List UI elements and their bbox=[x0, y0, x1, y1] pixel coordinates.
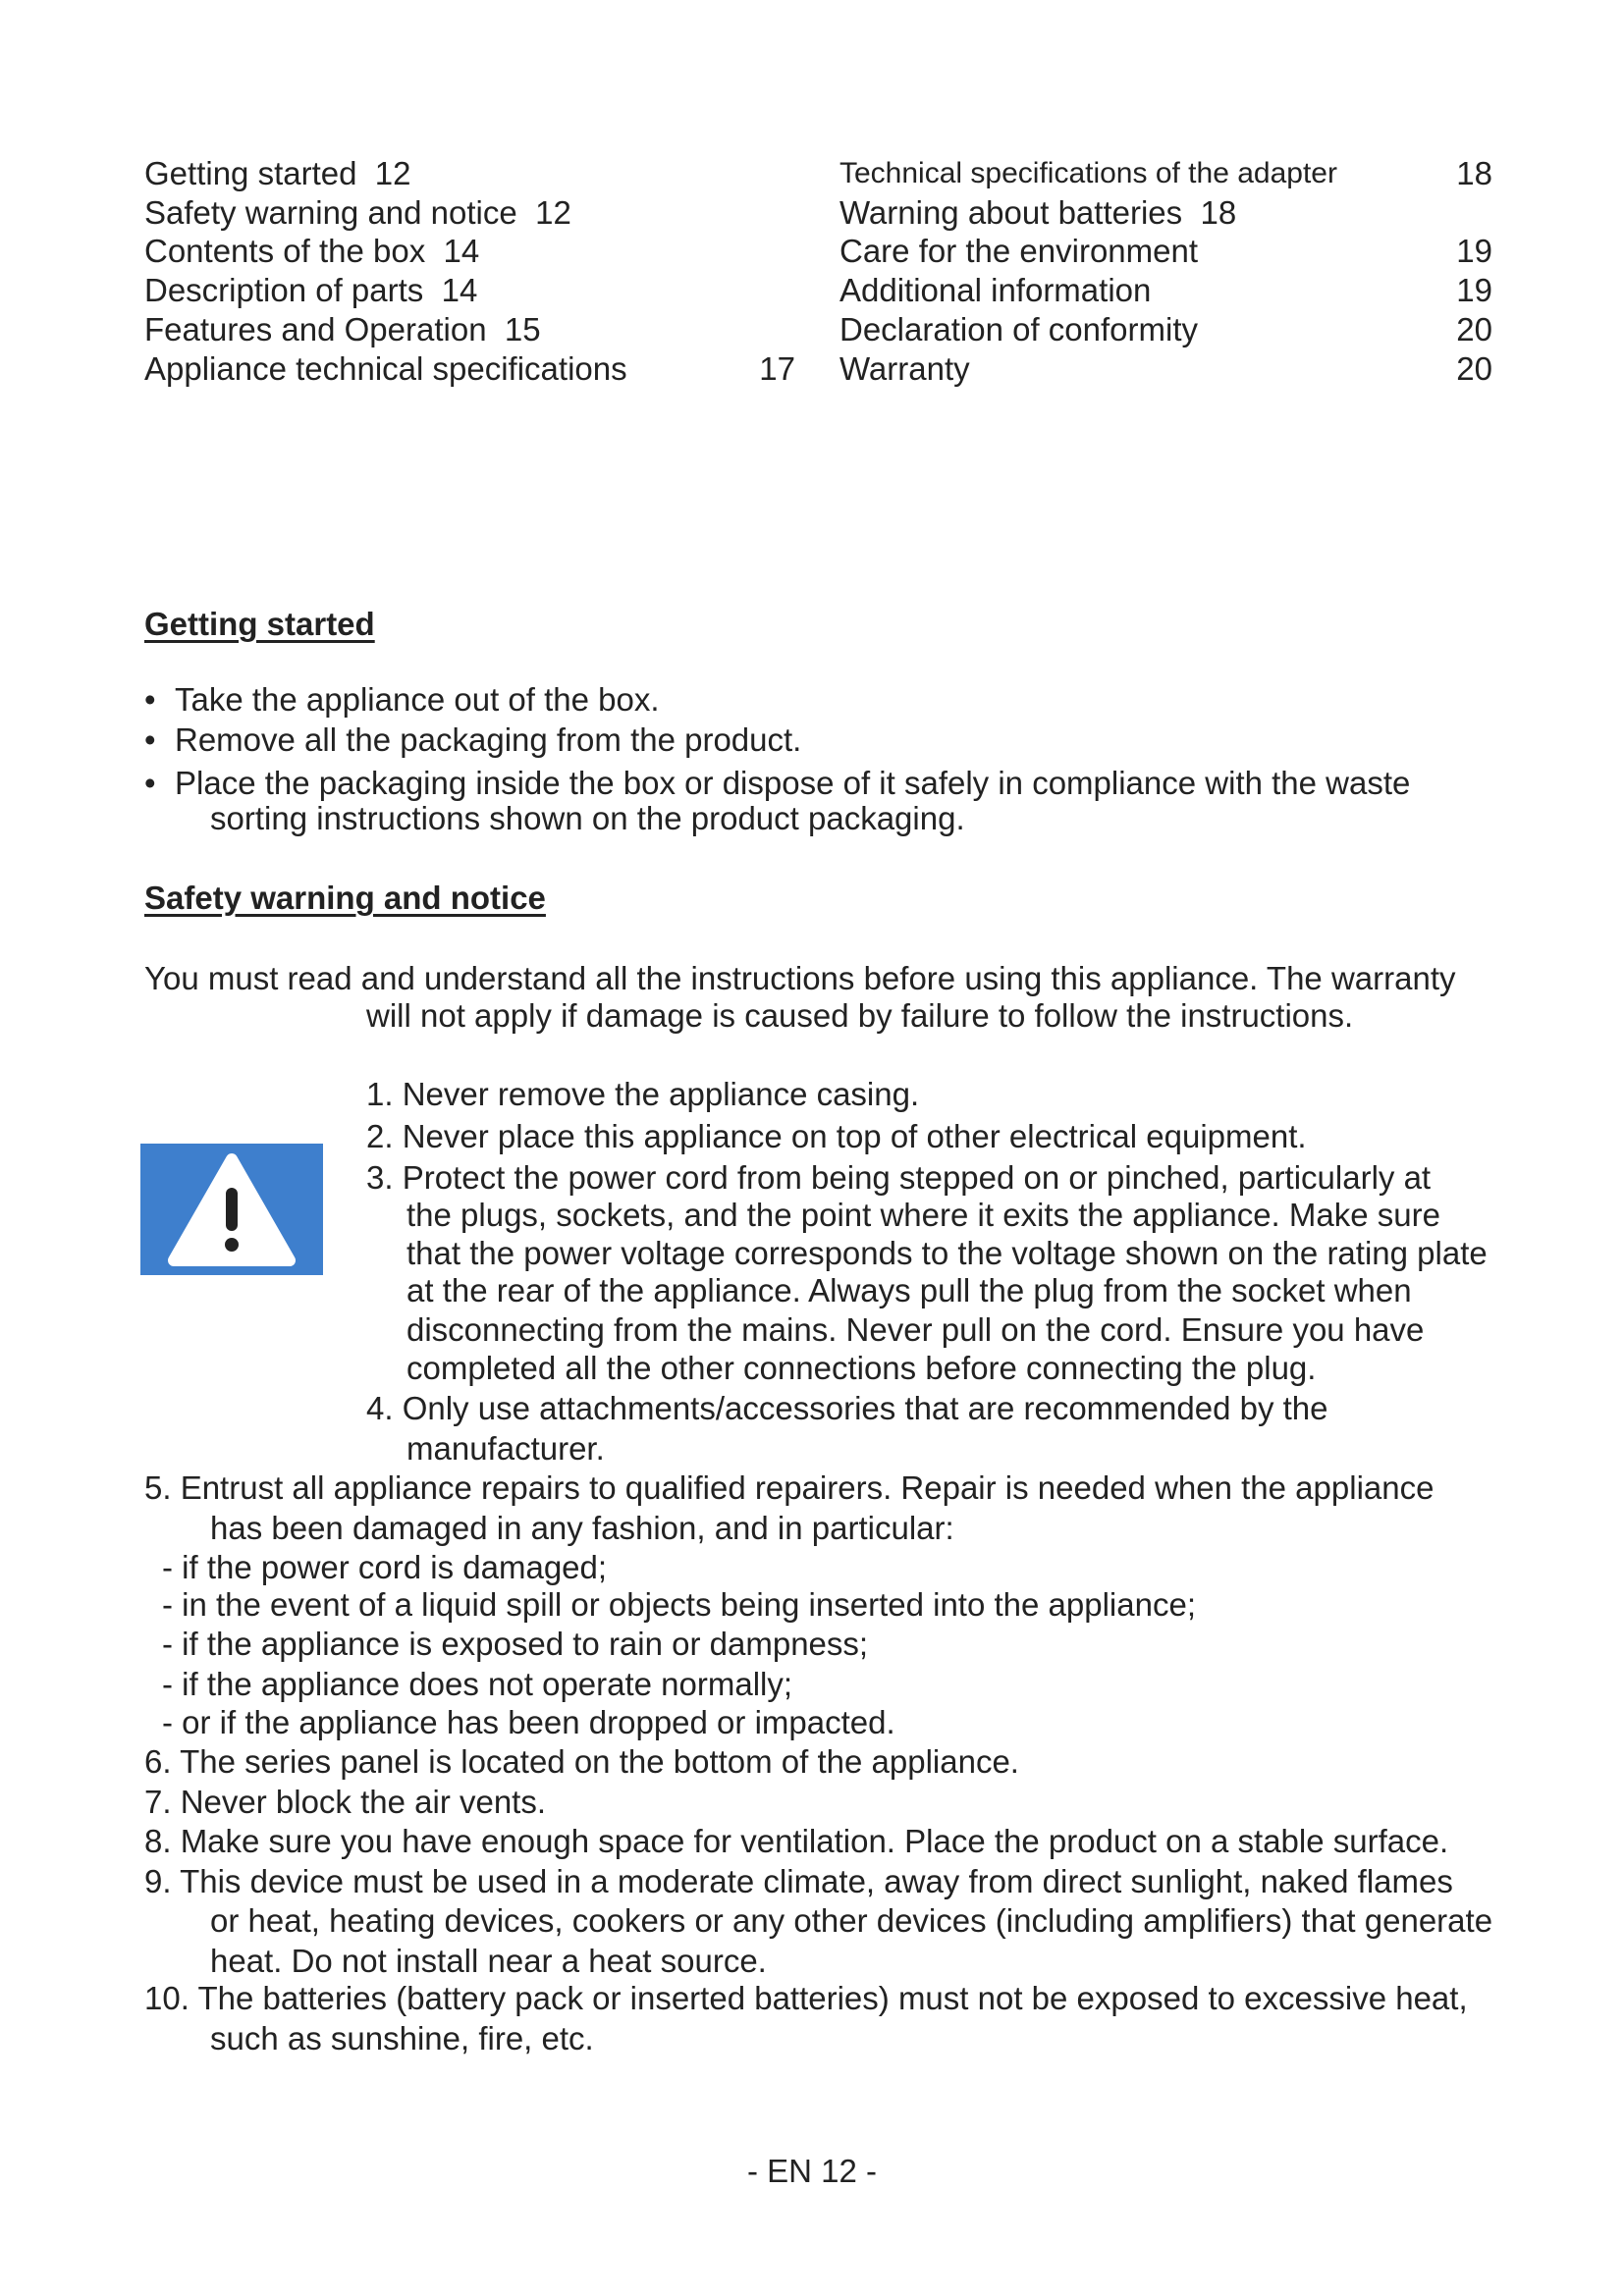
toc-entry: Contents of the box 14 bbox=[144, 233, 480, 269]
list-item: 4. Only use attachments/accessories that are recommended by the bbox=[366, 1390, 1328, 1426]
bullet-icon: • bbox=[144, 765, 156, 801]
toc-entry-page: 17 bbox=[759, 350, 795, 387]
toc-entry-title: Care for the environment bbox=[839, 233, 1199, 269]
list-item-continuation: sorting instructions shown on the product packaging. bbox=[210, 800, 965, 836]
sub-item: - in the event of a liquid spill or objects being inserted into the appliance; bbox=[162, 1586, 1196, 1623]
list-item: 1. Never remove the appliance casing. bbox=[366, 1076, 920, 1112]
list-item-continuation: such as sunshine, fire, etc. bbox=[210, 2020, 594, 2056]
intro-paragraph: will not apply if damage is caused by failure to follow the instructions. bbox=[366, 997, 1354, 1034]
list-item: 9. This device must be used in a moderate climate, away from direct sunlight, naked flames bbox=[144, 1863, 1453, 1899]
list-item-continuation: manufacturer. bbox=[406, 1430, 605, 1467]
list-item: 10. The batteries (battery pack or inserted batteries) must not be exposed to excessive heat, bbox=[144, 1980, 1468, 2016]
toc-entry-page: 18 bbox=[1456, 155, 1492, 191]
list-item: Take the appliance out of the box. bbox=[175, 681, 660, 718]
list-item-continuation: or heat, heating devices, cookers or any other devices (including amplifiers) that generate bbox=[210, 1902, 1493, 1939]
toc-entry-title: Technical specifications of the adapter bbox=[839, 157, 1337, 189]
list-item-continuation: that the power voltage corresponds to the voltage shown on the rating plate bbox=[406, 1235, 1488, 1271]
list-item-continuation: disconnecting from the mains. Never pull on the cord. Ensure you have bbox=[406, 1311, 1425, 1348]
sub-item: - or if the appliance has been dropped or impacted. bbox=[162, 1704, 895, 1740]
toc-entry: Warning about batteries 18 bbox=[839, 194, 1237, 231]
toc-entry-page: 20 bbox=[1456, 311, 1492, 347]
toc-entry: Features and Operation 15 bbox=[144, 311, 541, 347]
warning-triangle-icon bbox=[140, 1144, 323, 1275]
toc-entry: Getting started 12 bbox=[144, 155, 411, 191]
list-item: 3. Protect the power cord from being stepped on or pinched, particularly at bbox=[366, 1159, 1432, 1196]
toc-entry-page: 20 bbox=[1456, 350, 1492, 387]
toc-entry-title: Declaration of conformity bbox=[839, 311, 1198, 347]
section-heading-safety: Safety warning and notice bbox=[144, 880, 546, 916]
bullet-icon: • bbox=[144, 681, 156, 718]
list-item: 6. The series panel is located on the bottom of the appliance. bbox=[144, 1743, 1019, 1780]
sub-item: - if the appliance does not operate normally; bbox=[162, 1666, 793, 1702]
list-item: 7. Never block the air vents. bbox=[144, 1784, 547, 1820]
list-item-continuation: heat. Do not install near a heat source. bbox=[210, 1943, 767, 1979]
toc-entry: Safety warning and notice 12 bbox=[144, 194, 571, 231]
toc-entry-title: Warranty bbox=[839, 350, 970, 387]
list-item: Remove all the packaging from the product. bbox=[175, 721, 802, 758]
list-item: 2. Never place this appliance on top of other electrical equipment. bbox=[366, 1118, 1307, 1154]
section-heading-getting-started: Getting started bbox=[144, 606, 375, 642]
sub-item: - if the power cord is damaged; bbox=[162, 1549, 608, 1585]
toc-entry-title: Additional information bbox=[839, 272, 1152, 308]
toc-entry-page: 19 bbox=[1456, 272, 1492, 308]
bullet-icon: • bbox=[144, 721, 156, 758]
list-item-continuation: at the rear of the appliance. Always pull the plug from the socket when bbox=[406, 1272, 1412, 1308]
list-item-continuation: completed all the other connections before connecting the plug. bbox=[406, 1350, 1317, 1386]
list-item: 5. Entrust all appliance repairs to qualified repairers. Repair is needed when the appliance bbox=[144, 1469, 1435, 1506]
toc-entry-title: Appliance technical specifications bbox=[144, 350, 627, 387]
intro-paragraph: You must read and understand all the instructions before using this appliance. The warranty bbox=[144, 960, 1456, 996]
list-item-continuation: the plugs, sockets, and the point where it exits the appliance. Make sure bbox=[406, 1197, 1440, 1233]
toc-entry-page: 19 bbox=[1456, 233, 1492, 269]
list-item: 8. Make sure you have enough space for ventilation. Place the product on a stable surface. bbox=[144, 1823, 1449, 1859]
page-number: - EN 12 - bbox=[746, 2153, 878, 2189]
list-item: Place the packaging inside the box or dispose of it safely in compliance with the waste bbox=[175, 765, 1411, 801]
list-item-continuation: has been damaged in any fashion, and in particular: bbox=[210, 1510, 954, 1546]
sub-item: - if the appliance is exposed to rain or dampness; bbox=[162, 1626, 869, 1662]
toc-entry: Description of parts 14 bbox=[144, 272, 478, 308]
